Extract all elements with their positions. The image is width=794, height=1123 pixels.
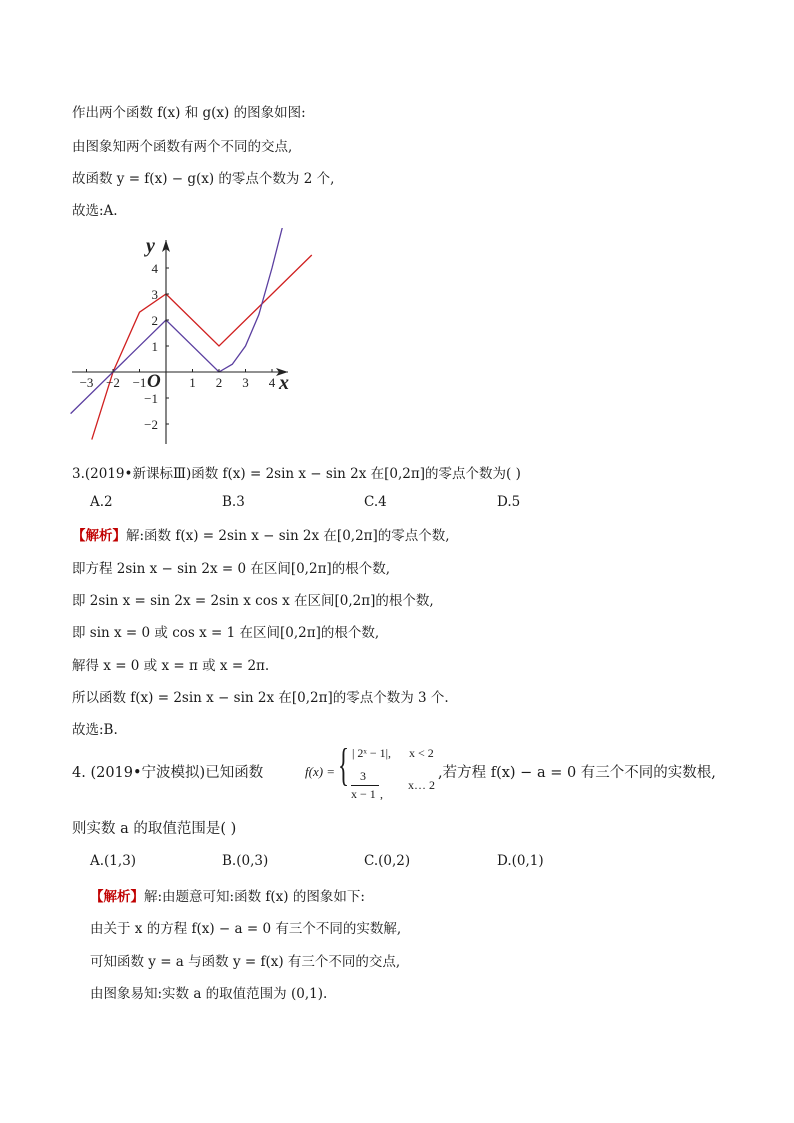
graph-series-1-line [92, 255, 312, 440]
q3-option-a: A.2 [90, 494, 113, 510]
q4-piece-2-comma: , [380, 787, 383, 801]
x-tick-label: −2 [106, 375, 120, 390]
q3-analysis-line-6: 所以函数 f(x) = 2sin x − sin 2x 在[0,2π]的零点个数为 3 个. [72, 690, 449, 706]
origin-label: O [147, 371, 161, 392]
y-tick-label: 4 [151, 261, 158, 276]
q4-analysis-tag: 【解析】 [90, 889, 144, 905]
q4-piece-1: | 2ˣ − 1|, [352, 746, 392, 760]
q3-option-c: C.4 [364, 494, 387, 510]
q4-stem-line-2: 则实数 a 的取值范围是( ) [72, 821, 237, 837]
q4-cond-2: x… 2 [408, 778, 435, 792]
x-tick-label: 1 [189, 375, 196, 390]
intro-line-4: 故选:A. [72, 203, 118, 219]
y-tick-label: 3 [151, 287, 158, 302]
graph-series-2-line [71, 228, 283, 414]
q3-analysis-line-5: 解得 x = 0 或 x = π 或 x = 2π. [72, 658, 270, 674]
graph-series [71, 228, 312, 440]
intro-line-1: 作出两个函数 f(x) 和 g(x) 的图象如图: [72, 105, 306, 121]
q3-analysis-line-4: 即 sin x = 0 或 cos x = 1 在区间[0,2π]的根个数, [72, 625, 380, 641]
q4-analysis-line-1 [90, 885, 365, 905]
q4-option-a: A.(1,3) [90, 853, 137, 869]
q3-analysis-line-1 [72, 524, 450, 544]
q4-analysis-line-2: 由关于 x 的方程 f(x) − a = 0 有三个不同的实数解, [90, 921, 402, 937]
q4-option-b: B.(0,3) [222, 853, 269, 869]
q3-analysis-tag: 【解析】 [72, 528, 126, 544]
q4-piece-2-den: x − 1 [351, 787, 376, 801]
q4-fx-label: f(x) = [305, 764, 336, 779]
q3-analysis-text-1: 解:函数 f(x) = 2sin x − sin 2x 在[0,2π]的零点个数, [126, 528, 450, 544]
x-tick-label: 3 [242, 375, 249, 390]
q3-analysis-line-3: 即 2sin x = sin 2x = 2sin x cos x 在区间[0,2π]的根个数, [72, 593, 434, 609]
q4-fraction-bar [351, 785, 379, 786]
x-tick-label: −3 [79, 375, 94, 390]
q4-cond-1: x < 2 [409, 746, 434, 760]
q3-option-d: D.5 [497, 494, 521, 510]
q3-analysis-line-2: 即方程 2sin x − sin 2x = 0 在区间[0,2π]的根个数, [72, 561, 390, 577]
graph-axes [72, 235, 289, 444]
q4-option-d: D.(0,1) [497, 853, 544, 869]
function-graph [66, 228, 326, 450]
x-axis-label: x [279, 372, 289, 394]
y-tick-label: 2 [151, 313, 158, 328]
q4-analysis-line-4: 由图象易知:实数 a 的取值范围为 (0,1). [90, 986, 328, 1002]
q4-piece-2-num: 3 [360, 769, 366, 783]
x-tick-label: 4 [268, 375, 276, 390]
q3-option-b: B.3 [222, 494, 245, 510]
q4-stem-suffix: ,若方程 f(x) − a = 0 有三个不同的实数根, [438, 765, 716, 781]
q3-analysis-line-7: 故选:B. [72, 722, 118, 738]
x-tick-label: −1 [132, 375, 147, 390]
y-tick-label: −1 [144, 391, 158, 406]
y-tick-label: −2 [144, 417, 158, 432]
x-tick-label: 2 [215, 375, 223, 390]
q3-stem: 3.(2019•新课标Ⅲ)函数 f(x) = 2sin x − sin 2x 在[0,2π]的零点个数为( ) [72, 466, 521, 482]
y-tick-label: 1 [151, 339, 158, 354]
q4-analysis-line-3: 可知函数 y = a 与函数 y = f(x) 有三个不同的交点, [90, 954, 401, 970]
intro-line-2: 由图象知两个函数有两个不同的交点, [72, 139, 293, 155]
intro-line-3: 故函数 y = f(x) − g(x) 的零点个数为 2 个, [72, 171, 335, 187]
y-axis-label: y [146, 235, 155, 257]
q4-analysis-text-1: 解:由题意可知:函数 f(x) 的图象如下: [144, 889, 365, 905]
q4-option-c: C.(0,2) [364, 853, 411, 869]
q4-stem-prefix: 4. (2019•宁波模拟)已知函数 [72, 765, 264, 781]
q4-brace: { [338, 739, 350, 790]
